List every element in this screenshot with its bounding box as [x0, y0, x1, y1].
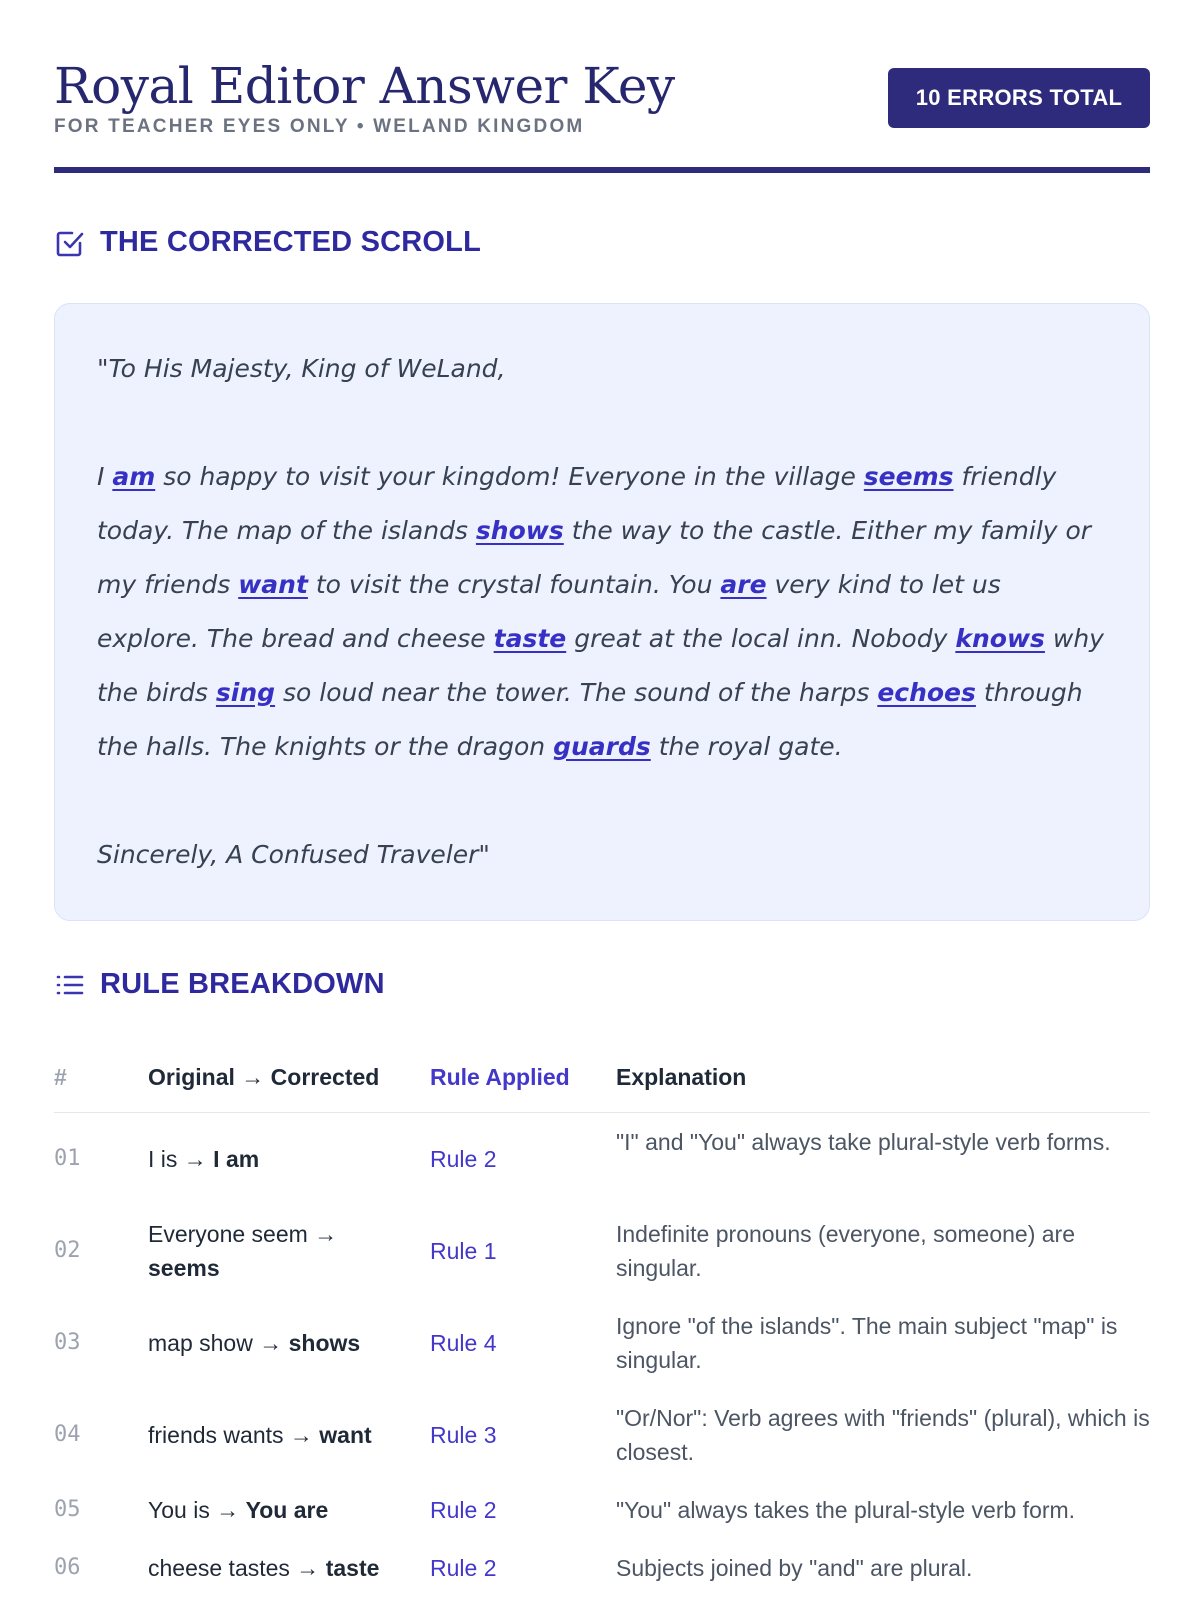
row-explanation: "Or/Nor": Verb agrees with "friends" (plural), which is closest.	[616, 1405, 1150, 1465]
header-divider	[54, 167, 1150, 173]
row-original-corrected	[148, 1418, 408, 1452]
row-corrected: shows	[288, 1330, 361, 1356]
row-explanation: "You" always takes the plural-style verb form.	[616, 1497, 1076, 1523]
checkbox-icon	[54, 227, 86, 259]
page-header	[54, 56, 1150, 176]
row-original: I is →	[148, 1146, 214, 1172]
row-original: cheese tastes →	[148, 1555, 326, 1581]
rule-breakdown-heading	[54, 968, 385, 1001]
corrected-word: shows	[475, 516, 564, 545]
corrected-word: are	[720, 570, 767, 599]
section-title: THE CORRECTED SCROLL	[100, 226, 481, 258]
row-original-corrected	[148, 1326, 408, 1360]
corrected-word: want	[238, 570, 308, 599]
table-row	[54, 1481, 1150, 1539]
scroll-text: to visit the crystal fountain. You	[307, 570, 721, 599]
row-explanation: "I" and "You" always take plural-style verb forms.	[616, 1129, 1111, 1155]
table-row	[54, 1297, 1150, 1389]
row-number: 02	[54, 1238, 81, 1263]
table-body	[54, 1113, 1150, 1597]
scroll-text: so happy to visit your kingdom! Everyone in the village	[155, 462, 864, 491]
row-rule: Rule 3	[430, 1422, 497, 1448]
scroll-salutation: "To His Majesty, King of WeLand,	[97, 354, 506, 383]
list-icon	[54, 969, 86, 1001]
corrected-word: am	[112, 462, 156, 491]
col-header-rule: Rule Applied	[430, 1064, 570, 1090]
corrected-word: knows	[955, 624, 1045, 653]
row-rule: Rule 2	[430, 1146, 497, 1172]
row-number: 01	[54, 1146, 81, 1171]
row-original: Everyone seem →	[148, 1221, 338, 1247]
scroll-signoff: Sincerely, A Confused Traveler"	[97, 840, 490, 869]
row-rule: Rule 2	[430, 1497, 497, 1523]
row-rule: Rule 4	[430, 1330, 497, 1356]
scroll-text: through the halls. The knights or the dragon	[97, 678, 1083, 761]
row-original: You is →	[148, 1497, 246, 1523]
errors-total-badge: 10 ERRORS TOTAL	[888, 68, 1150, 128]
corrected-word: sing	[215, 678, 276, 707]
scroll-text: so loud near the tower. The sound of the harps	[275, 678, 878, 707]
row-corrected: want	[319, 1422, 372, 1448]
row-original-corrected	[148, 1551, 408, 1585]
scroll-text: friendly today. The map of the islands	[97, 462, 1057, 545]
col-header-num: #	[54, 1064, 67, 1090]
row-original-corrected	[148, 1217, 408, 1285]
corrected-scroll	[54, 303, 1150, 921]
table-row	[54, 1539, 1150, 1597]
scroll-body	[97, 450, 1107, 774]
row-corrected: seems	[148, 1255, 220, 1281]
corrected-word: taste	[493, 624, 567, 653]
row-number: 03	[54, 1330, 81, 1355]
table-row	[54, 1205, 1150, 1297]
row-corrected: You are	[245, 1497, 329, 1523]
scroll-text: very kind to let us explore. The bread and cheese	[97, 570, 1001, 653]
rule-table	[54, 1050, 1150, 1597]
section-title: RULE BREAKDOWN	[100, 968, 385, 1000]
row-number: 05	[54, 1497, 81, 1522]
row-original: map show →	[148, 1330, 289, 1356]
scroll-text: I	[97, 462, 113, 491]
scroll-text: the way to the castle. Either my family or my friends	[97, 516, 1092, 599]
corrected-word: echoes	[877, 678, 976, 707]
row-original-corrected	[148, 1493, 408, 1527]
table-header	[54, 1050, 1150, 1113]
row-explanation: Ignore "of the islands". The main subject "map" is singular.	[616, 1313, 1118, 1373]
scroll-text: the royal gate.	[650, 732, 843, 761]
row-corrected: taste	[325, 1555, 380, 1581]
scroll-text: why the birds	[97, 624, 1104, 707]
table-row	[54, 1113, 1150, 1205]
corrected-scroll-heading	[54, 226, 481, 259]
row-number: 04	[54, 1422, 81, 1447]
page-title: Royal Editor Answer Key	[54, 57, 675, 115]
corrected-word: seems	[863, 462, 954, 491]
row-explanation: Subjects joined by "and" are plural.	[616, 1555, 973, 1581]
row-rule: Rule 1	[430, 1238, 497, 1264]
row-original-corrected	[148, 1142, 408, 1176]
col-header-explanation: Explanation	[616, 1064, 747, 1090]
scroll-text: great at the local inn. Nobody	[566, 624, 956, 653]
row-corrected: I am	[213, 1146, 260, 1172]
row-number: 06	[54, 1555, 81, 1580]
corrected-word: guards	[553, 732, 651, 761]
row-original: friends wants →	[148, 1422, 320, 1448]
row-rule: Rule 2	[430, 1555, 497, 1581]
col-header-original: Original → Corrected	[148, 1064, 380, 1090]
page-subtitle: FOR TEACHER EYES ONLY • WELAND KINGDOM	[54, 116, 585, 137]
table-row	[54, 1389, 1150, 1481]
row-explanation: Indefinite pronouns (everyone, someone) are singular.	[616, 1221, 1076, 1281]
